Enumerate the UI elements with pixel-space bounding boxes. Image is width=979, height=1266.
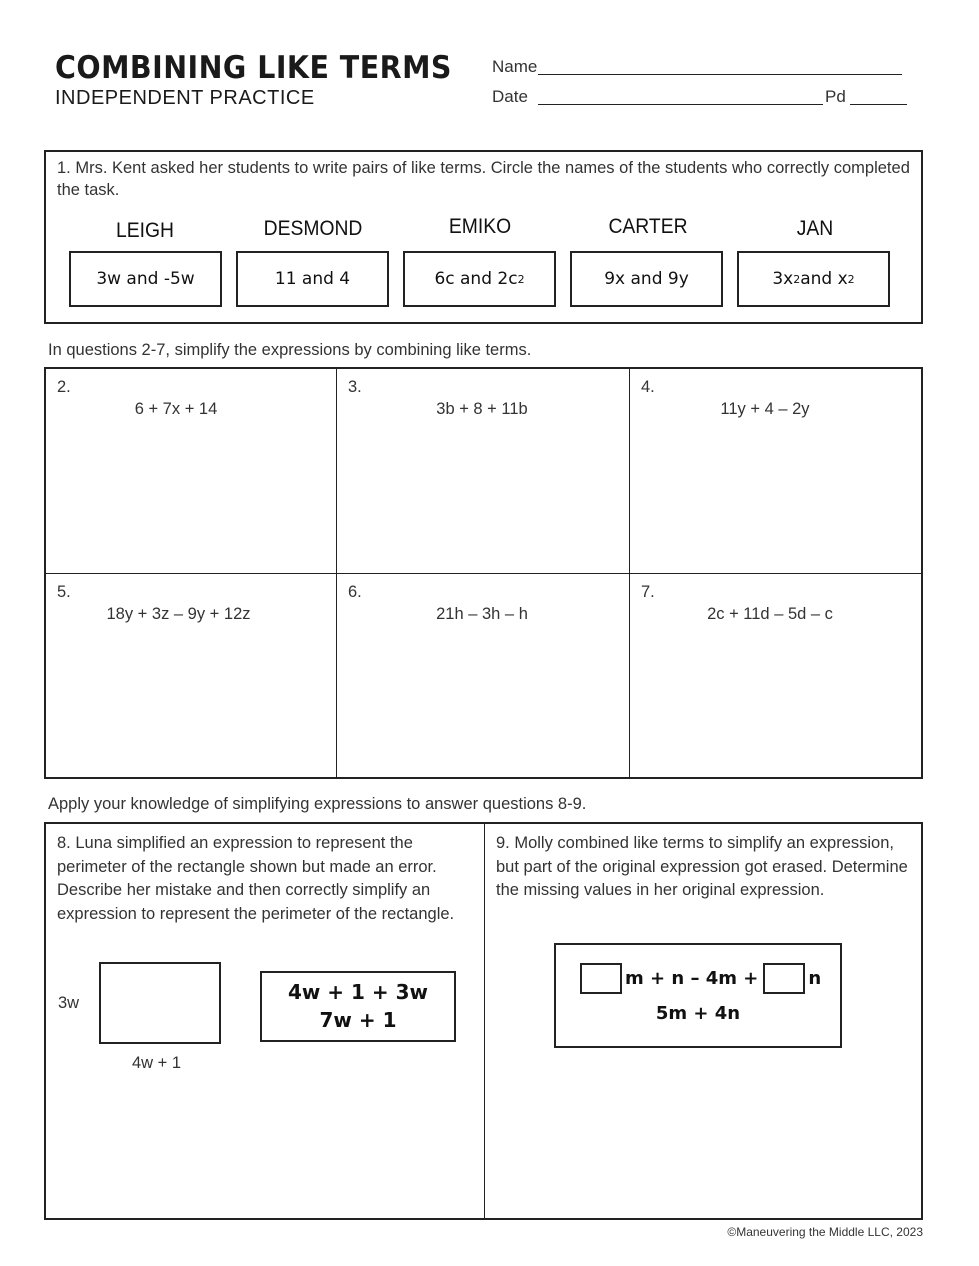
pair-text: 9x and 9y [604, 269, 689, 289]
pair-box-jan [737, 251, 890, 307]
question-1-prompt: 1. Mrs. Kent asked her students to write pairs of like terms. Circle the names of the students who correctly completed the task. [57, 159, 910, 199]
rectangle-side-label: 3w [58, 994, 80, 1012]
problem-expression: 21h – 3h – h [436, 605, 528, 623]
problem-expression: 11y + 4 – 2y [720, 400, 810, 418]
pair-text: and x [800, 269, 848, 289]
period-field[interactable] [850, 104, 907, 105]
rectangle-diagram [99, 962, 221, 1044]
problem-number: 6. [348, 583, 362, 601]
molly-expression-box [554, 943, 842, 1048]
expression-part: n [808, 968, 822, 989]
problem-cell-6[interactable] [337, 574, 630, 777]
question-8-prompt: 8. Luna simplified an expression to represent the perimeter of the rectangle shown but made an error. Describe her mistake and then correctly simplify an expression to represent the perimeter of the rectangle. [57, 834, 455, 923]
worksheet-title: COMBINING LIKE TERMS [55, 50, 452, 86]
problem-number: 2. [57, 378, 71, 396]
molly-original-expression [580, 963, 821, 994]
section-3-instructions: Apply your knowledge of simplifying expressions to answer questions 8-9. [48, 795, 587, 813]
name-field[interactable] [538, 74, 902, 75]
section-2-instructions: In questions 2-7, simplify the expressions by combining like terms. [48, 341, 532, 359]
molly-simplified-result: 5m + 4n [655, 1003, 741, 1024]
problem-cell-3[interactable] [337, 369, 630, 574]
missing-value-box-2[interactable] [763, 963, 805, 994]
date-field[interactable] [538, 104, 823, 105]
problems-grid [44, 367, 923, 779]
missing-value-box-1[interactable] [580, 963, 622, 994]
problem-number: 4. [641, 378, 655, 396]
pair-box-desmond [236, 251, 389, 307]
luna-work-line-2: 7w + 1 [319, 1008, 397, 1032]
problem-cell-7[interactable] [630, 574, 921, 777]
problem-expression: 3b + 8 + 11b [436, 400, 528, 418]
exponent: 2 [517, 272, 525, 286]
expression-part: m + n – 4m + [625, 968, 759, 989]
copyright-footer: ©Maneuvering the Middle LLC, 2023 [727, 1225, 923, 1239]
student-name-leigh[interactable]: LEIGH [116, 219, 174, 242]
name-label: Name [492, 57, 538, 76]
problem-expression: 6 + 7x + 14 [134, 400, 218, 418]
luna-work-line-1: 4w + 1 + 3w [287, 980, 429, 1004]
problem-cell-5[interactable] [46, 574, 337, 777]
date-label: Date [492, 87, 528, 106]
rectangle-bottom-label: 4w + 1 [132, 1054, 182, 1072]
problem-number: 7. [641, 583, 655, 601]
student-name-carter[interactable]: CARTER [608, 215, 688, 238]
period-label: Pd [825, 87, 846, 106]
exponent: 2 [793, 272, 801, 286]
pair-text: 3x [772, 269, 794, 289]
application-grid [44, 822, 923, 1220]
pair-box-leigh [69, 251, 222, 307]
problem-number: 3. [348, 378, 362, 396]
pair-box-carter [570, 251, 723, 307]
question-9-prompt: 9. Molly combined like terms to simplify an expression, but part of the original expression got erased. Determine the missing values in her original expression. [496, 834, 908, 899]
student-name-jan[interactable]: JAN [796, 217, 834, 240]
pair-text: 11 and 4 [274, 269, 351, 289]
pair-text: 6c and 2c [434, 269, 518, 289]
question-9-cell[interactable] [485, 824, 921, 1218]
exponent: 2 [847, 272, 855, 286]
pair-text: 3w and -5w [96, 269, 195, 289]
student-name-emiko[interactable]: EMIKO [448, 215, 512, 238]
problem-number: 5. [57, 583, 71, 601]
problem-expression: 2c + 11d – 5d – c [707, 605, 833, 623]
problem-expression: 18y + 3z – 9y + 12z [106, 605, 251, 623]
question-8-cell[interactable] [46, 824, 485, 1218]
problem-cell-2[interactable] [46, 369, 337, 574]
problem-cell-4[interactable] [630, 369, 921, 574]
student-name-desmond[interactable]: DESMOND [263, 217, 363, 240]
luna-work-box [260, 971, 456, 1042]
worksheet-subtitle: INDEPENDENT PRACTICE [55, 87, 315, 109]
pair-box-emiko [403, 251, 556, 307]
